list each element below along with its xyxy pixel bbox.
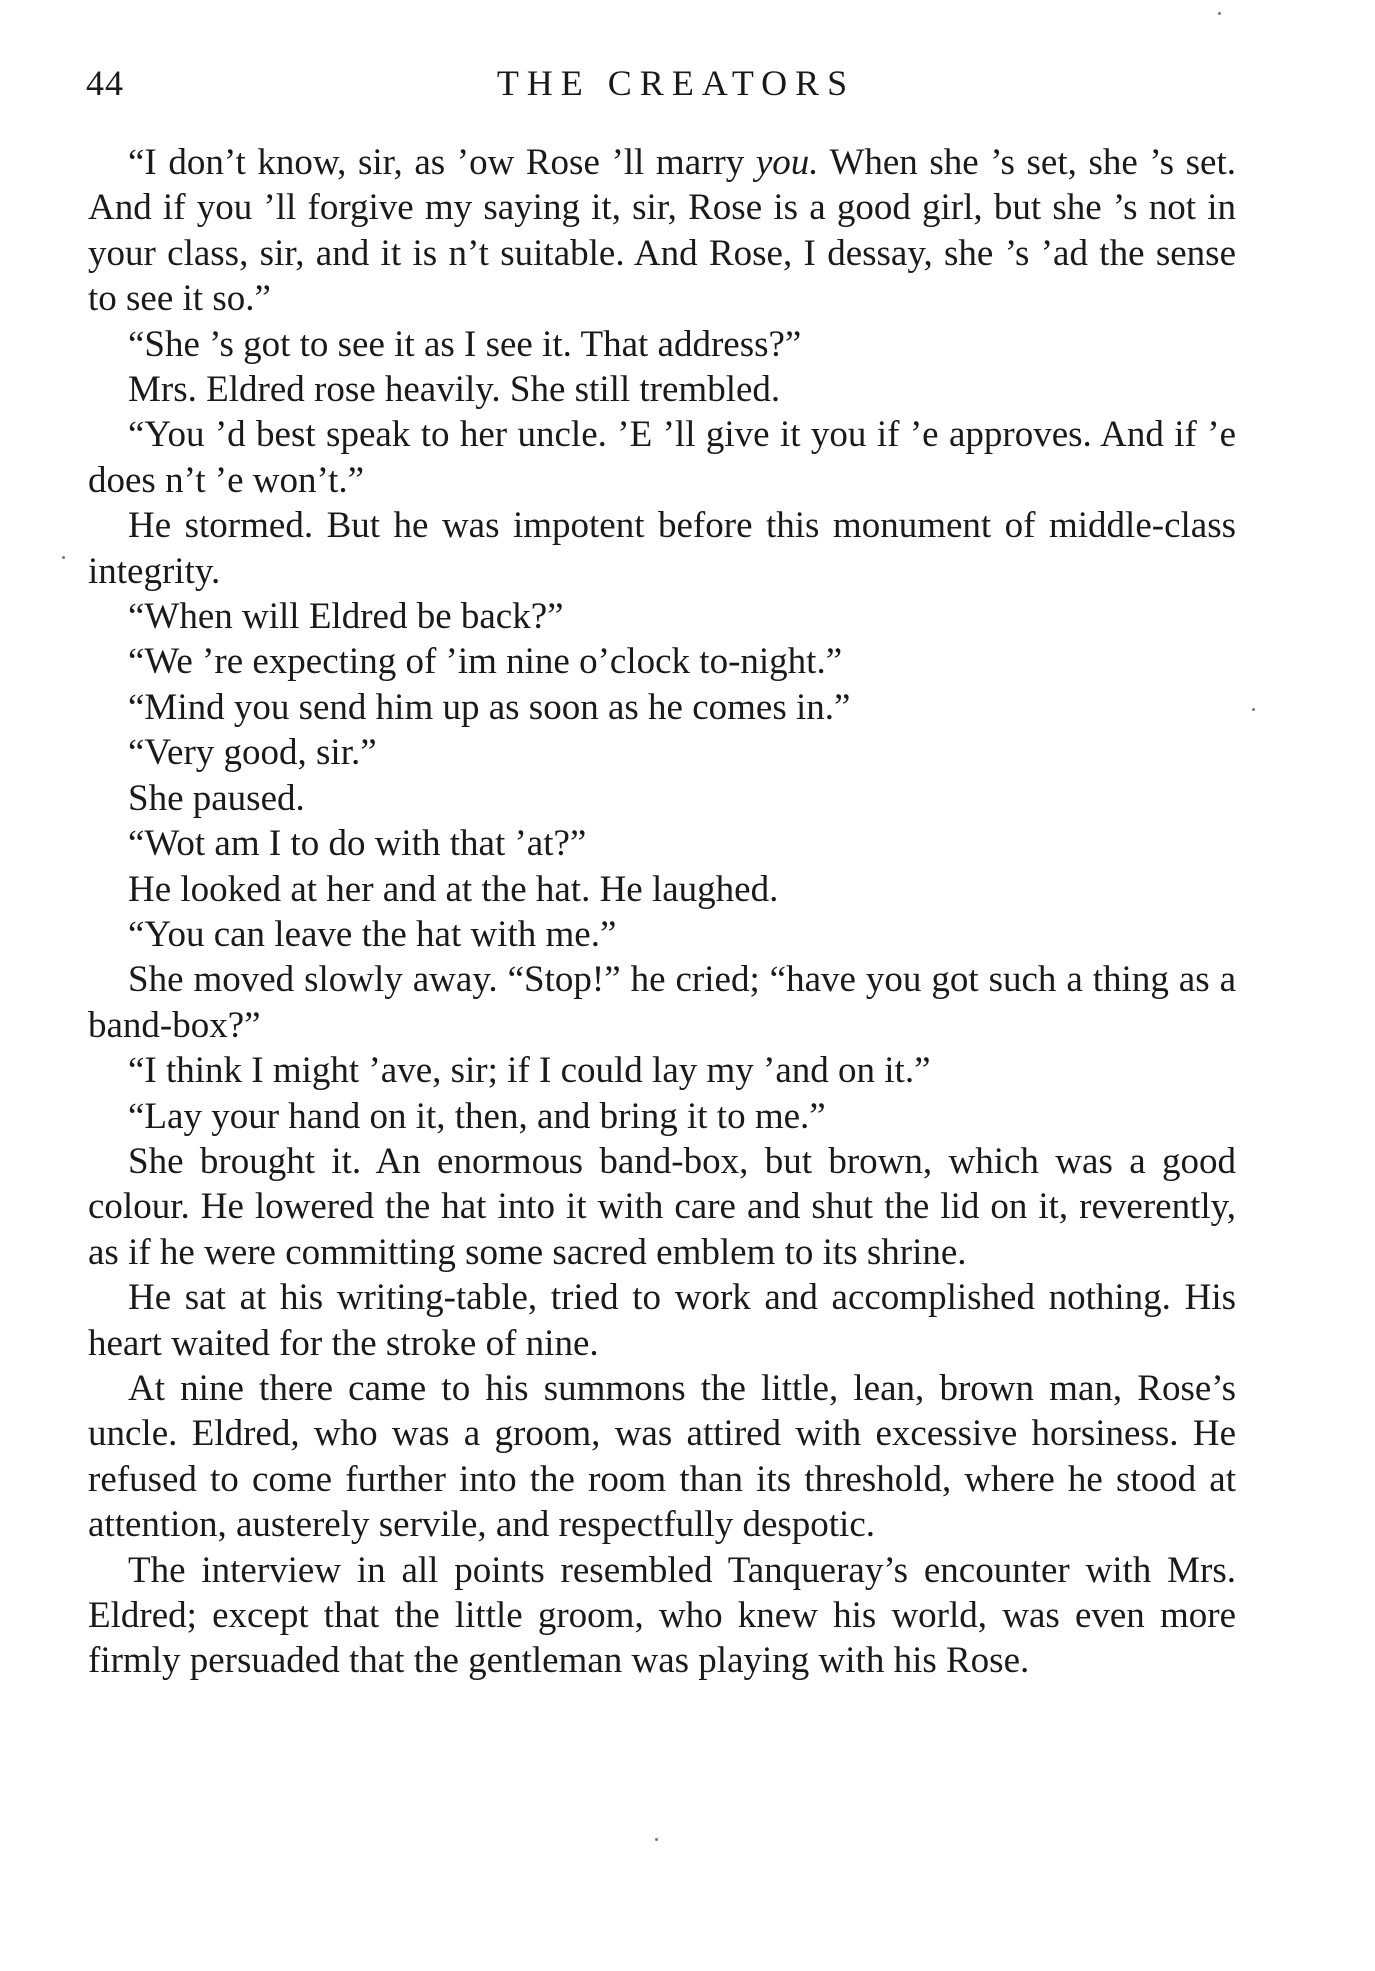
paragraph: He stormed. But he was impotent before this monument of middle-class integrity. — [88, 505, 1236, 592]
paragraph: Mrs. Eldred rose heavily. She still trembled. — [128, 369, 781, 411]
paragraph: The interview in all points resembled Tanqueray’s encounter with Mrs. Eldred; except that the little groom, who knew his world, was even more firmly persuaded that the gentleman was playing with his Rose. — [88, 1549, 1236, 1682]
paragraph: “I don’t know, sir, as ’ow Rose ’ll marry you. When she ’s set, she ’s set. And if you ’ll forgive my saying it, sir, Rose is a good girl, but she ’s not in your class, sir, and it is n’t suitable. And Rose, I dessay, she ’s ’ad the sense to see it so.” — [88, 142, 1236, 320]
paragraph: At nine there came to his summons the little, lean, brown man, Rose’s uncle. Eldred, who was a groom, was attired with excessive horsiness. He refused to come further into the room than its threshold, where he stood at attention, austerely servile, and respectfully despotic. — [88, 1367, 1236, 1546]
paragraph: He sat at his writing-table, tried to work and accomplished nothing. His heart waited for the stroke of nine. — [88, 1277, 1236, 1364]
paragraph: “We ’re expecting of ’im nine o’clock to-night.” — [128, 641, 843, 683]
paragraph: She paused. — [128, 777, 305, 819]
paper-speck — [62, 556, 65, 559]
paragraph: “She ’s got to see it as I see it. That address?” — [128, 323, 802, 365]
paragraph: “You ’d best speak to her uncle. ’E ’ll give it you if ’e approves. And if ’e does n’t ’e won’t.” — [88, 414, 1236, 501]
page-number: 44 — [86, 63, 124, 103]
paragraph: “Very good, sir.” — [128, 732, 377, 774]
paragraph: “Mind you send him up as soon as he comes in.” — [128, 686, 851, 728]
paragraph: She brought it. An enormous band-box, but brown, which was a good colour. He lowered the hat into it with care and shut the lid on it, reverently, as if he were committing some sacred emblem to its shrine. — [88, 1140, 1236, 1273]
paragraph: She moved slowly away. “Stop!” he cried; “have you got such a thing as a band-box?” — [88, 959, 1236, 1046]
paper-speck — [655, 1838, 658, 1841]
paragraph: “When will Eldred be back?” — [128, 596, 564, 638]
paragraph: “Lay your hand on it, then, and bring it to me.” — [128, 1095, 826, 1137]
paragraph: “I think I might ’ave, sir; if I could lay my ’and on it.” — [128, 1050, 931, 1092]
paper-speck — [1252, 708, 1255, 711]
paragraph: “Wot am I to do with that ’at?” — [128, 823, 587, 865]
running-title: THE CREATORS — [496, 63, 856, 103]
paragraph: “You can leave the hat with me.” — [128, 913, 617, 955]
paragraph: He looked at her and at the hat. He laughed. — [128, 868, 779, 910]
page-header — [86, 62, 1236, 112]
emphasis: you. — [755, 142, 819, 183]
body-text — [88, 140, 1236, 1684]
paper-speck — [1218, 12, 1221, 15]
